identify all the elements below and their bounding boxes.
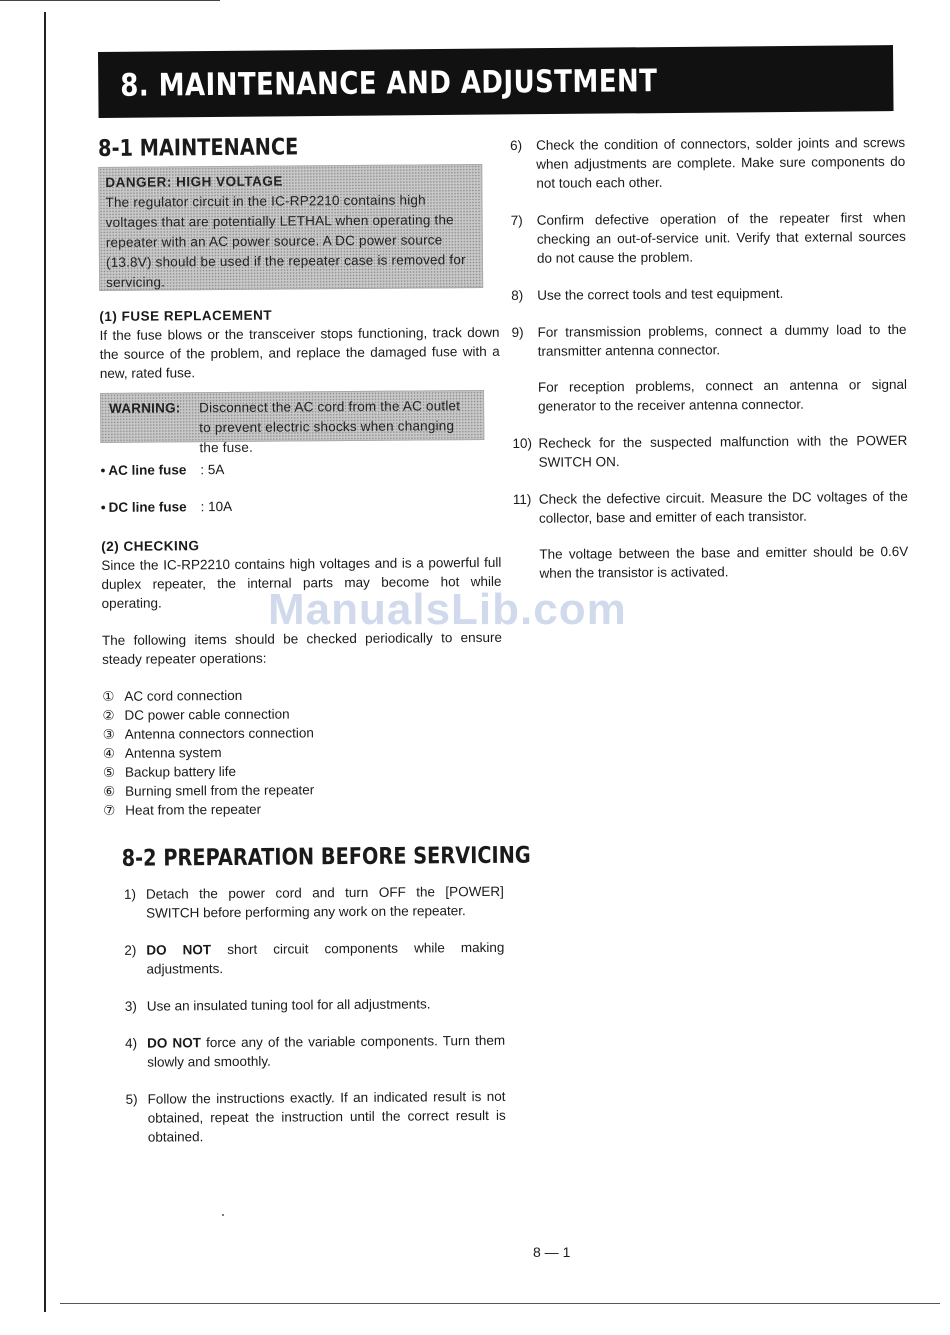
bullet-icon: •	[100, 462, 106, 478]
warning-heading: WARNING:	[109, 400, 181, 416]
left-column	[97, 134, 531, 1165]
list-item: ④ Antenna system	[102, 745, 222, 761]
right-column	[510, 133, 909, 601]
list-item: ⑤ Backup battery life	[102, 763, 237, 780]
list-item: ⑦ Heat from the repeater	[103, 801, 262, 818]
list-item: 10) Recheck for the suspected malfunction with the POWER SWITCH ON.	[512, 432, 908, 470]
fuse-replacement-heading: (1) FUSE REPLACEMENT	[99, 307, 273, 324]
list-item: 2) DO NOT short circuit components while making adjustments.	[124, 939, 505, 977]
list-item: 8) Use the correct tools and test equipment.	[511, 285, 784, 303]
list-item: 1) Detach the power cord and turn OFF the [POWER] SWITCH before performing any work on the repeater.	[123, 883, 504, 921]
list-item: ② DC power cable connection	[102, 706, 290, 723]
list-item: 5) Follow the instructions exactly. If an indicated result is not obtained, repeat the instruction until the correct result is obtained.	[125, 1088, 506, 1145]
page-number: 8 — 1	[533, 1244, 571, 1260]
list-item: 3) Use an insulated tuning tool for all adjustments.	[124, 996, 431, 1014]
ac-fuse-label: AC line fuse	[108, 462, 187, 478]
bullet-icon: •	[100, 499, 106, 515]
chapter-title-bar	[98, 45, 894, 118]
list-item: 4) DO NOT force any of the variable components. Turn them slowly and smoothly.	[125, 1032, 506, 1070]
servicing-steps	[510, 133, 908, 583]
dc-fuse-value: : 10A	[200, 498, 233, 515]
list-item: 9) For transmission problems, connect a dummy load to the transmitter antenna connector. For reception problems, connect an antenna or signal generator to the receiver antenna connector.	[511, 321, 908, 414]
checking-intro: The following items should be checked periodically to ensure steady repeater operations:	[101, 629, 502, 667]
danger-notice	[98, 164, 483, 291]
preparation-steps	[124, 882, 506, 1147]
danger-heading: DANGER: HIGH VOLTAGE	[105, 173, 283, 190]
list-item: 11) Check the defective circuit. Measure the DC voltages of the collector, base and emitter of each transistor. The voltage between the base and emitter should be 0.6V when the transistor is activated.	[512, 488, 909, 581]
danger-text: The regulator circuit in the IC-RP2210 contains high voltages that are potentially LETHAL when operating the repeater with an AC power source. A DC power source (13.8V) should be used if the repeater case is removed for servicing.	[105, 192, 466, 290]
top-rule	[0, 0, 220, 1]
ac-fuse-value: : 5A	[200, 462, 225, 478]
list-item: ⑥ Burning smell from the repeater	[103, 782, 315, 799]
watermark: ManualsLib.com	[268, 585, 627, 634]
checking-heading: (2) CHECKING	[101, 538, 200, 554]
checking-text: Since the IC-RP2210 contains high voltages and is a powerful full duplex repeater, the internal parts may become hot while operating.	[101, 554, 502, 611]
fuse-replacement-text: If the fuse blows or the transceiver stops functioning, track down the source of the problem, and replace the damaged fuse with a new, rated fuse.	[99, 324, 500, 381]
warning-text: Disconnect the AC cord from the AC outlet to prevent electric shocks when changing the fuse.	[199, 398, 461, 456]
bottom-rule	[60, 1303, 940, 1304]
checklist	[102, 684, 503, 820]
list-item: ① AC cord connection	[102, 687, 243, 704]
scan-speck	[222, 1214, 224, 1216]
section-title-preparation: 8-2 PREPARATION BEFORE SERVICING	[121, 842, 531, 872]
dc-fuse-spec	[101, 495, 501, 517]
left-margin-rule	[44, 12, 46, 1312]
chapter-title: 8. MAINTENANCE AND ADJUSTMENT	[120, 63, 658, 104]
ac-fuse-spec	[101, 458, 501, 480]
list-item: 6) Check the condition of connectors, solder joints and screws when adjustments are complete. Make sure components do not touch each other.	[510, 134, 906, 191]
dc-fuse-label: DC line fuse	[108, 499, 187, 515]
warning-notice	[100, 390, 484, 456]
section-title-maintenance: 8-1 MAINTENANCE	[97, 134, 299, 162]
list-item: ③ Antenna connectors connection	[102, 725, 314, 742]
list-item: 7) Confirm defective operation of the repeater first when checking an out-of-service unit. Verify that external sources do not cause the problem.	[510, 209, 906, 266]
